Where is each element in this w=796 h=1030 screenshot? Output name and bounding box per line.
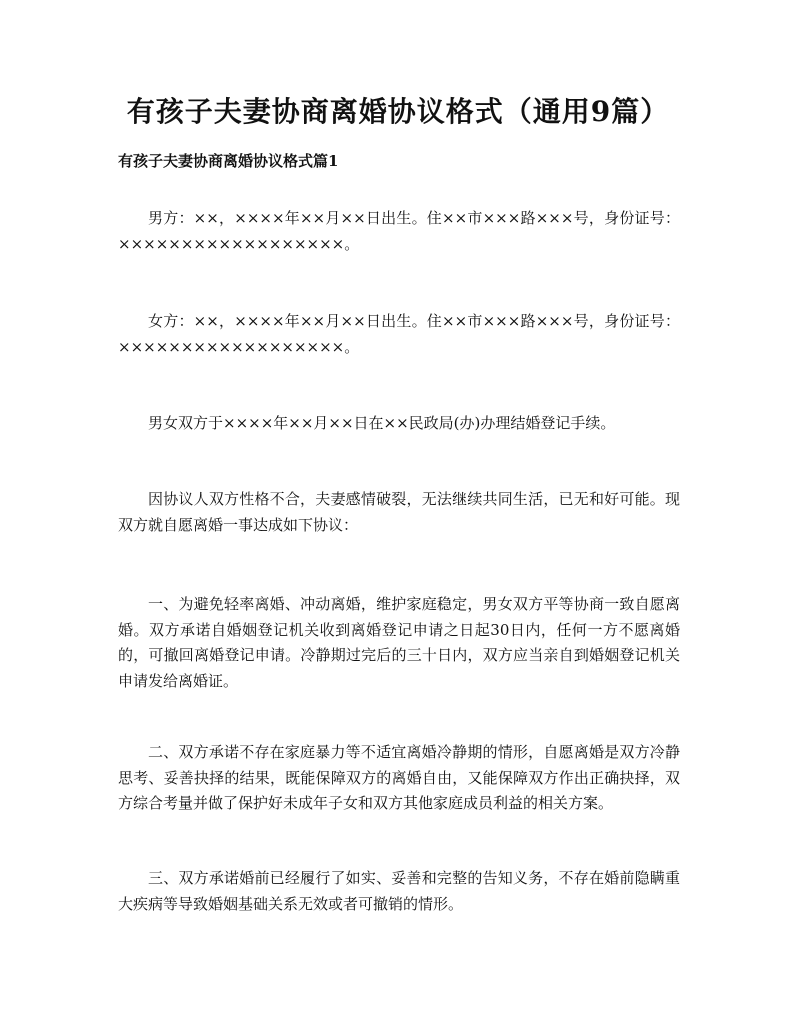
paragraph-clause-3: 三、双方承诺婚前已经履行了如实、妥善和完整的告知义务，不存在婚前隐瞒重大疾病等导致婚姻基础关系无效或者可撤销的情形。 [118, 869, 680, 913]
paragraph-clause-2: 二、双方承诺不存在家庭暴力等不适宜离婚冷静期的情形，自愿离婚是双方冷静思考、妥善抉择的结果，既能保障双方的离婚自由，又能保障双方作出正确抉择，双方综合考量并做了保护好未成年子女和双方其他家庭成员利益的相关方案。 [118, 743, 680, 812]
document-title: 有孩子夫妻协商离婚协议格式（通用9篇） [126, 95, 670, 128]
section-heading: 有孩子夫妻协商离婚协议格式篇1 [118, 152, 339, 170]
paragraph-wife-info: 女方：××，××××年××月××日出生。住××市×××路×××号，身份证号：××××××××××××××××××。 [118, 312, 680, 356]
paragraph-clause-1: 一、为避免轻率离婚、冲动离婚，维护家庭稳定，男女双方平等协商一致自愿离婚。双方承诺自婚姻登记机关收到离婚登记申请之日起30日内，任何一方不愿离婚的，可撤回离婚登记申请。冷静期过完后的三十日内，双方应当亲自到婚姻登记机关申请发给离婚证。 [118, 595, 680, 690]
paragraph-reason: 因协议人双方性格不合，夫妻感情破裂，无法继续共同生活，已无和好可能。现双方就自愿离婚一事达成如下协议： [118, 490, 680, 534]
paragraph-husband-info: 男方：××，××××年××月××日出生。住××市×××路×××号，身份证号：××××××××××××××××××。 [118, 209, 680, 253]
paragraph-marriage-registration: 男女双方于××××年××月××日在××民政局(办)办理结婚登记手续。 [148, 414, 616, 432]
